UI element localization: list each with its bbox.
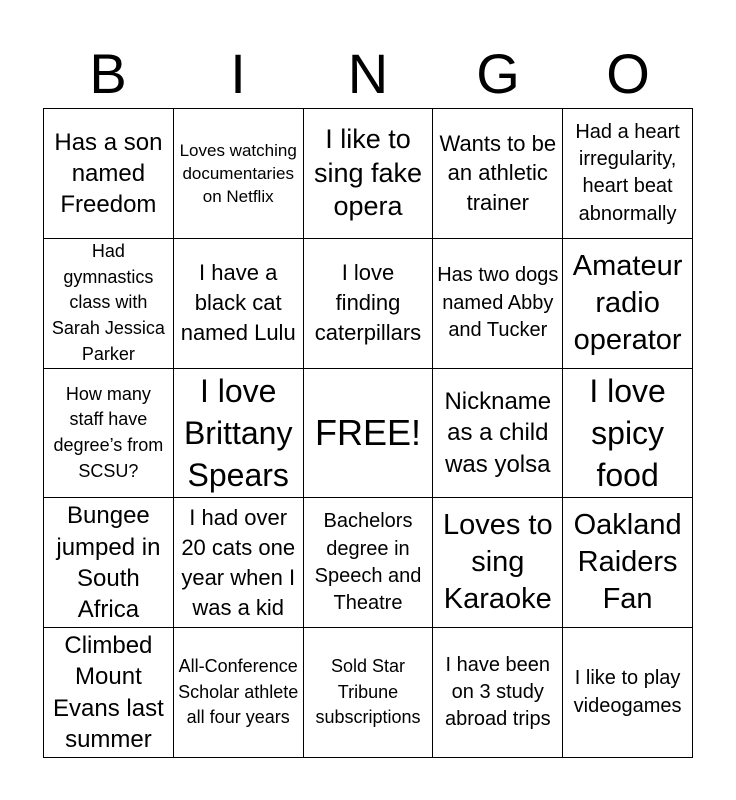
bingo-cell-r1c3[interactable] xyxy=(304,109,434,239)
bingo-cell-r2c5[interactable] xyxy=(563,239,693,369)
bingo-board xyxy=(43,108,693,758)
cell-text: I like to sing fake opera xyxy=(313,123,423,222)
bingo-cell-r1c1[interactable] xyxy=(44,109,174,239)
cell-text: I have a black cat named Lulu xyxy=(180,260,296,346)
bingo-cell-r3c4[interactable] xyxy=(433,369,563,499)
bingo-cell-r2c3[interactable] xyxy=(304,239,434,369)
cell-text: Has a son named Freedom xyxy=(54,128,163,218)
header-letter-o: O xyxy=(606,42,650,105)
bingo-cell-r5c5[interactable] xyxy=(563,628,693,758)
free-space[interactable] xyxy=(304,369,434,499)
bingo-cell-r1c5[interactable] xyxy=(563,109,693,239)
cell-text: Bungee jumped in South Africa xyxy=(56,502,161,623)
cell-text: Amateur radio operator xyxy=(572,249,683,356)
header-letter-g: G xyxy=(476,42,520,105)
bingo-cell-r4c4[interactable] xyxy=(433,498,563,628)
cell-text: Nickname as a child was yolsa xyxy=(444,388,552,478)
bingo-cell-r3c1[interactable] xyxy=(44,369,174,499)
cell-text: Wants to be an athletic trainer xyxy=(439,130,557,216)
cell-text: Bachelors degree in Speech and Theatre xyxy=(314,510,422,614)
bingo-header xyxy=(43,40,693,108)
bingo-cell-r3c5[interactable] xyxy=(563,369,693,499)
cell-text: Climbed Mount Evans last summer xyxy=(53,632,164,753)
cell-text: Sold Star Tribune subscriptions xyxy=(315,656,421,728)
header-letter-n: N xyxy=(347,42,389,105)
bingo-cell-r4c2[interactable] xyxy=(174,498,304,628)
bingo-cell-r2c2[interactable] xyxy=(174,239,304,369)
cell-text: Had a heart irregularity, heart beat abnormally xyxy=(575,121,680,225)
bingo-cell-r2c4[interactable] xyxy=(433,239,563,369)
free-space-label: FREE! xyxy=(314,412,421,454)
cell-text: Oakland Raiders Fan xyxy=(573,509,682,616)
bingo-cell-r4c5[interactable] xyxy=(563,498,693,628)
cell-text: I love finding caterpillars xyxy=(314,260,422,346)
bingo-cell-r4c1[interactable] xyxy=(44,498,174,628)
cell-text: Loves to sing Karaoke xyxy=(442,509,553,616)
cell-text: I like to play videogames xyxy=(573,667,682,717)
bingo-cell-r5c4[interactable] xyxy=(433,628,563,758)
cell-text: Loves watching documentaries on Netflix xyxy=(179,140,297,206)
cell-text: Had gymnastics class with Sarah Jessica Parker xyxy=(51,241,165,364)
cell-text: I have been on 3 study abroad trips xyxy=(444,653,551,731)
bingo-cell-r1c4[interactable] xyxy=(433,109,563,239)
cell-text: All-Conference Scholar athlete all four years xyxy=(178,656,299,728)
bingo-cell-r4c3[interactable] xyxy=(304,498,434,628)
cell-text: I had over 20 cats one year when I was a kid xyxy=(181,504,296,620)
bingo-cell-r5c2[interactable] xyxy=(174,628,304,758)
header-letter-i: I xyxy=(230,42,246,105)
cell-text: How many staff have degree’s from SCSU? xyxy=(53,383,164,481)
header-letter-b: B xyxy=(89,42,127,105)
bingo-cell-r3c2[interactable] xyxy=(174,369,304,499)
cell-text: I love Brittany Spears xyxy=(183,372,293,494)
bingo-cell-r5c1[interactable] xyxy=(44,628,174,758)
bingo-cell-r5c3[interactable] xyxy=(304,628,434,758)
cell-text: I love spicy food xyxy=(589,372,666,494)
cell-text: Has two dogs named Abby and Tucker xyxy=(437,264,559,341)
bingo-cell-r1c2[interactable] xyxy=(174,109,304,239)
bingo-cell-r2c1[interactable] xyxy=(44,239,174,369)
